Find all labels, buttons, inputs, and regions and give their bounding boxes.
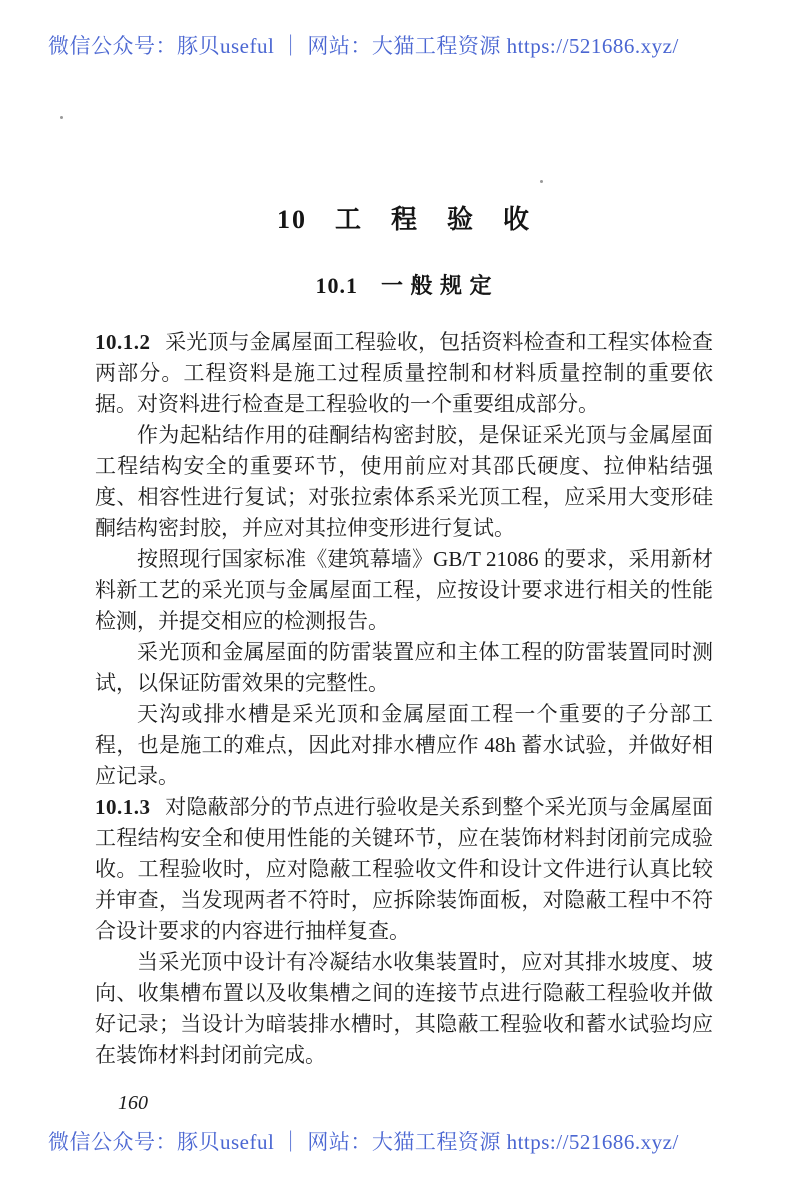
section-heading: 10.1 一 般 规 定: [315, 273, 493, 298]
paragraph: 作为起粘结作用的硅酮结构密封胶，是保证采光顶与金属屋面工程结构安全的重要环节，使用前应对其邵氏硬度、拉伸粘结强度、相容性进行复试；对张拉索体系采光顶工程，应采用大变形硅酮结构密封胶，并应对其拉伸变形进行复试。: [95, 423, 713, 540]
scan-speck: [540, 180, 543, 183]
paragraph: 采光顶和金属屋面的防雷装置应和主体工程的防雷装置同时测试，以保证防雷效果的完整性。: [95, 640, 713, 695]
paragraph: 按照现行国家标准《建筑幕墙》GB/T 21086 的要求，采用新材料新工艺的采光顶与金属屋面工程，应按设计要求进行相关的性能检测，并提交相应的检测报告。: [95, 547, 713, 633]
watermark-top: 微信公众号：豚贝useful ｜ 网站：大猫工程资源 https://521686.xyz/: [48, 34, 679, 58]
paragraph: [95, 792, 713, 947]
paragraph: 当采光顶中设计有冷凝结水收集装置时，应对其排水坡度、坡向、收集槽布置以及收集槽之间的连接节点进行隐蔽工程验收并做好记录；当设计为暗装排水槽时，其隐蔽工程验收和蓄水试验均应在装饰材料封闭前完成。: [95, 950, 713, 1067]
paragraph-text: 采光顶与金属屋面工程验收，包括资料检查和工程实体检查两部分。工程资料是施工过程质量控制和材料质量控制的重要依据。对资料进行检查是工程验收的一个重要组成部分。: [95, 330, 713, 416]
paragraph: 天沟或排水槽是采光顶和金属屋面工程一个重要的子分部工程，也是施工的难点，因此对排水槽应作 48h 蓄水试验，并做好相应记录。: [95, 702, 713, 788]
clause-number: 10.1.3: [95, 795, 151, 819]
page-number: 160: [118, 1092, 148, 1114]
chapter-title: 10 工 程 验 收: [276, 205, 531, 234]
document-body: [95, 205, 713, 1071]
watermark-bottom: 微信公众号：豚贝useful ｜ 网站：大猫工程资源 https://521686.xyz/: [48, 1130, 679, 1154]
scan-speck: [60, 116, 63, 119]
paragraph-text: 对隐蔽部分的节点进行验收是关系到整个采光顶与金属屋面工程结构安全和使用性能的关键环节，应在装饰材料封闭前完成验收。工程验收时，应对隐蔽工程验收文件和设计文件进行认真比较并审查，当发现两者不符时，应拆除装饰面板，对隐蔽工程中不符合设计要求的内容进行抽样复查。: [95, 795, 713, 943]
paragraph: [95, 327, 713, 420]
clause-number: 10.1.2: [95, 330, 151, 354]
